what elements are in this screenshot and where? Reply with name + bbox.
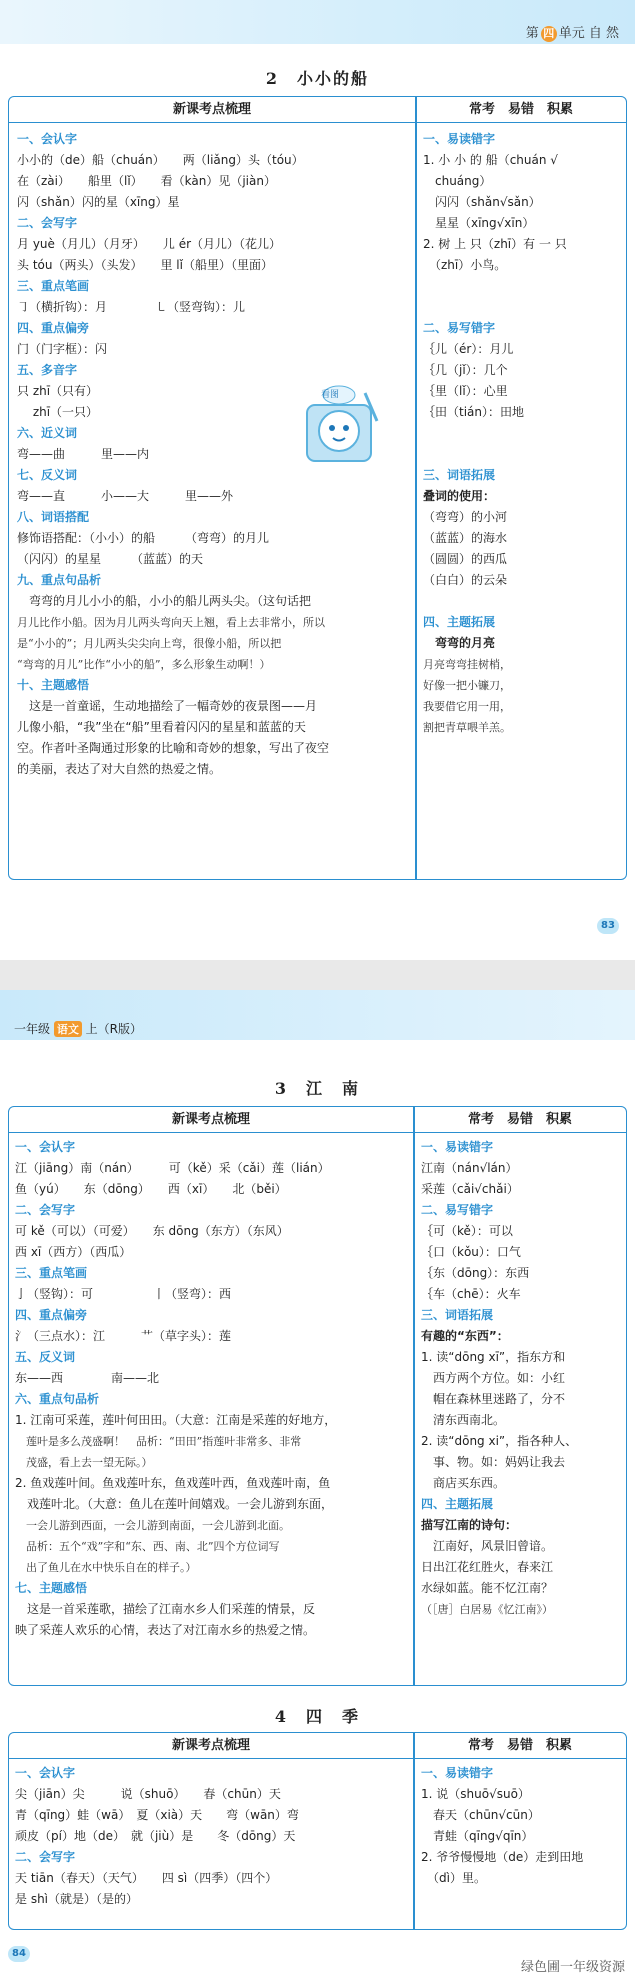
text-line: 氵（三点水）：江 艹（草字头）：莲	[15, 1329, 232, 1343]
section-heading: 三、重点笔画	[17, 279, 90, 293]
lesson-box	[8, 96, 627, 880]
text-line: （［唐］白居易《忆江南》）	[421, 1603, 553, 1616]
text-line: 江南（nán√lán）	[421, 1161, 518, 1175]
text-line: 的美丽，表达了对大自然的热爱之情。	[17, 762, 222, 776]
text-line: 描写江南的诗句：	[421, 1518, 518, 1532]
page-header-band	[0, 0, 635, 44]
text-line	[423, 297, 623, 318]
text-line: 可 kě（可以）（可爱） 东 dōng（东方）（东风）	[15, 1224, 289, 1238]
left-header: 新课考点梳理	[171, 1738, 250, 1753]
text-line: 好像一把小镰刀，	[423, 679, 511, 692]
box-header	[9, 1107, 626, 1133]
text-line: 亅（竖钩）：可 丨（竖弯）：西	[15, 1287, 232, 1301]
text-line	[423, 591, 623, 612]
section-heading: 四、主题拓展	[423, 615, 496, 629]
text-line: 采莲（cǎi√chǎi）	[421, 1182, 519, 1196]
text-line: 叠词的使用：	[423, 489, 496, 503]
right-column	[421, 1137, 625, 1620]
text-line: 江南好，风景旧曾谙。	[421, 1539, 554, 1553]
text-line: 弯弯的月亮	[423, 636, 496, 650]
text-line: ｛车（chē）：火车	[421, 1287, 521, 1301]
section-heading: 四、重点偏旁	[17, 321, 90, 335]
box-header	[9, 1733, 626, 1759]
text-line: ｛几（jǐ）：几个	[423, 363, 508, 377]
text-line: 1. 读“dōng xī”，指东方和	[421, 1350, 566, 1364]
text-line: 水绿如蓝。能不忆江南？	[421, 1581, 554, 1595]
section-heading: 一、易读错字	[421, 1140, 494, 1154]
text-line: 顽皮（pí）地（de） 就（jiù）是 冬（dōng）天	[15, 1829, 296, 1843]
section-heading: 五、多音字	[17, 363, 78, 377]
unit-number-badge: 四	[541, 26, 557, 42]
text-line: 月亮弯弯挂树梢，	[423, 658, 511, 671]
section-heading: 一、易读错字	[421, 1766, 494, 1780]
text-line: 茂盛，看上去一望无际。）	[15, 1456, 153, 1469]
text-line: 闪闪（shǎn√sǎn）	[423, 195, 541, 209]
text-line: ｛儿（ér）：月儿	[423, 342, 514, 356]
text-line: ｛口（kǒu）：口气	[421, 1245, 521, 1259]
left-header: 新课考点梳理	[171, 1112, 250, 1127]
right-header: 常考 易错 积累	[467, 1738, 572, 1753]
text-line	[423, 423, 623, 444]
text-line: 一会儿游到西面，一会儿游到南面，一会儿游到北面。	[15, 1519, 290, 1532]
section-heading: 七、反义词	[17, 468, 78, 482]
page-header-band	[0, 990, 635, 1040]
text-line: 出了鱼儿在水中快乐自在的样子。）	[15, 1561, 197, 1574]
section-heading: 一、易读错字	[423, 132, 496, 146]
right-header: 常考 易错 积累	[468, 102, 573, 117]
page-84	[0, 990, 635, 1983]
text-line: 门（门字框）：闪	[17, 342, 108, 356]
right-column	[421, 1763, 625, 1889]
text-line: 弯弯的月儿小小的船，小小的船儿两头尖。（这句话把	[17, 594, 312, 608]
text-line: 星星（xīng√xīn）	[423, 216, 535, 230]
section-heading: 七、主题感悟	[15, 1581, 88, 1595]
text-line: 戏莲叶北。（大意：鱼儿在莲叶间嬉戏。一会儿游到东面，	[15, 1497, 334, 1511]
left-column	[15, 1137, 411, 1641]
text-line: 天 tiān（春天）（天气） 四 sì（四季）（四个）	[15, 1871, 278, 1885]
text-line: 有趣的“东西”：	[421, 1329, 509, 1343]
text-line: 空。作者叶圣陶通过形象的比喻和奇妙的想象，写出了夜空	[17, 741, 330, 755]
text-line: 修饰语搭配：（小小）的船 （弯弯）的月儿	[17, 531, 270, 545]
left-header: 新课考点梳理	[172, 102, 251, 117]
text-line: 清东西南北。	[421, 1413, 506, 1427]
text-line: （圆圆）的西瓜	[423, 552, 508, 566]
page-gap	[0, 960, 635, 990]
text-line: 1. 江南可采莲，莲叶何田田。（大意：江南是采莲的好地方，	[15, 1413, 337, 1427]
section-heading: 二、会写字	[15, 1850, 76, 1864]
text-line: 2. 读“dōng xi”，指各种人、	[421, 1434, 578, 1448]
text-line: （zhī）小鸟。	[423, 258, 507, 272]
section-heading: 一、会认字	[15, 1766, 76, 1780]
text-line: 弯——直 小——大 里——外	[17, 489, 234, 503]
text-line: 商店买东西。	[421, 1476, 506, 1490]
section-heading: 四、重点偏旁	[15, 1308, 88, 1322]
text-line: 西方两个方位。如：小红	[421, 1371, 566, 1385]
text-line: 只 zhī（只有）	[17, 384, 99, 398]
column-divider	[413, 1107, 415, 1685]
text-line: 这是一首童谣，生动地描绘了一幅奇妙的夜景图——月	[17, 699, 318, 713]
page-number: 83	[597, 918, 619, 934]
page-83	[0, 0, 635, 960]
text-line: 在（zài） 船里（lǐ） 看（kàn）见（jiàn）	[17, 174, 276, 188]
section-heading: 二、易写错字	[423, 321, 496, 335]
section-heading: 十、主题感悟	[17, 678, 90, 692]
lesson-title: 2 小小的船	[265, 69, 370, 88]
text-line: 2. 爷爷慢慢地（de）走到田地	[421, 1850, 584, 1864]
lesson3-box	[8, 1106, 627, 1686]
text-line: 东——西 南——北	[15, 1371, 160, 1385]
section-heading: 四、主题拓展	[421, 1497, 494, 1511]
text-line: 闪（shǎn）闪的星（xīng）星	[17, 195, 180, 209]
text-line: 我要借它用一用，	[423, 700, 511, 713]
text-line: 2. 树 上 只（zhī）有 一 只	[423, 237, 567, 251]
text-line: 西 xī（西方）（西瓜）	[15, 1245, 132, 1259]
text-line: 头 tóu（两头）（头发） 里 lǐ（船里）（里面）	[17, 258, 273, 272]
book-label: 一年级 语文 上（R版）	[14, 1022, 143, 1036]
text-line	[423, 444, 623, 465]
text-line: 这是一首采莲歌，描绘了江南水乡人们采莲的情景，反	[15, 1602, 316, 1616]
left-column	[15, 1763, 411, 1910]
text-line: 1. 小 小 的 船（chuán √	[423, 153, 558, 167]
text-line: chuáng）	[423, 174, 492, 188]
text-line: 莲叶是多么茂盛啊！ 品析：“田田”指莲叶非常多、非常	[15, 1435, 302, 1448]
text-line: ｛可（kě）：可以	[421, 1224, 513, 1238]
right-column	[423, 129, 623, 738]
section-heading: 八、词语搭配	[17, 510, 90, 524]
text-line: 月儿比作小船。因为月儿两头弯向天上翘，看上去非常小，所以	[17, 616, 325, 629]
text-line: 青（qīng）蛙（wā） 夏（xià）天 弯（wān）弯	[15, 1808, 299, 1822]
text-line: 是“小小的”；月儿两头尖尖向上弯，很像小船，所以把	[17, 637, 282, 650]
section-heading: 一、会认字	[15, 1140, 76, 1154]
text-line: 是 shì（就是）（是的）	[15, 1892, 139, 1906]
text-line: ｛田（tián）：田地	[423, 405, 524, 419]
box-header	[9, 97, 626, 123]
text-line: 春天（chūn√cūn）	[421, 1808, 540, 1822]
text-line: （弯弯）的小河	[423, 510, 508, 524]
text-line: 2. 鱼戏莲叶间。鱼戏莲叶东，鱼戏莲叶西，鱼戏莲叶南，鱼	[15, 1476, 331, 1490]
lesson4-box	[8, 1732, 627, 1930]
text-line: 1. 说（shuō√suō）	[421, 1787, 530, 1801]
page-number: 84	[8, 1946, 30, 1962]
section-heading: 六、重点句品析	[15, 1392, 100, 1406]
text-line: “弯弯的月儿”比作“小小的船”，多么形象生动啊！）	[17, 658, 271, 671]
text-line: （蓝蓝）的海水	[423, 531, 508, 545]
watermark: 绿色圃一年级资源	[520, 1960, 625, 1975]
section-heading: 二、会写字	[15, 1203, 76, 1217]
section-heading: 三、词语拓展	[421, 1308, 494, 1322]
lesson4-title: 4 四 季	[274, 1707, 361, 1726]
text-line: 月 yuè（月儿）（月牙） 儿 ér（月儿）（花儿）	[17, 237, 282, 251]
text-line: 事、物。如：妈妈让我去	[421, 1455, 566, 1469]
text-line: ㇆（横折钩）：月 ㇄（竖弯钩）：儿	[17, 300, 246, 314]
column-divider	[415, 97, 417, 879]
illustration-label: 看图	[321, 390, 340, 400]
text-line: 江（jiāng）南（nán） 可（kě）采（cǎi）莲（lián）	[15, 1161, 330, 1175]
text-line: ｛里（lǐ）：心里	[423, 384, 508, 398]
text-line: 割把青草喂羊羔。	[423, 721, 511, 734]
text-line: （白白）的云朵	[423, 573, 508, 587]
section-heading: 三、词语拓展	[423, 468, 496, 482]
text-line: 日出江花红胜火，春来江	[421, 1560, 554, 1574]
text-line: 尖（jiān）尖 说（shuō） 春（chūn）天	[15, 1787, 281, 1801]
text-line: ｛东（dōng）：东西	[421, 1266, 530, 1280]
section-heading: 三、重点笔画	[15, 1266, 88, 1280]
column-divider	[413, 1733, 415, 1929]
text-line: zhī（一只）	[17, 405, 99, 419]
text-line: 鱼（yú） 东（dōng） 西（xī） 北（běi）	[15, 1182, 287, 1196]
text-line: 映了采莲人欢乐的心情，表达了对江南水乡的热爱之情。	[15, 1623, 316, 1637]
text-line	[423, 276, 623, 297]
text-line: 小小的（de）船（chuán） 两（liǎng）头（tóu）	[17, 153, 304, 167]
text-line: 青蛙（qīng√qīn）	[421, 1829, 534, 1843]
text-line: 品析：五个“戏”字和“东、西、南、北”四个方位词写	[15, 1540, 280, 1553]
text-line: 儿像小船，“我”坐在“船”里看着闪闪的星星和蓝蓝的天	[17, 720, 306, 734]
section-heading: 二、易写错字	[421, 1203, 494, 1217]
text-line: （闪闪）的星星 （蓝蓝）的天	[17, 552, 204, 566]
section-heading: 一、会认字	[17, 132, 78, 146]
section-heading: 九、重点句品析	[17, 573, 102, 587]
unit-label: 第 四 单元 自 然	[525, 26, 619, 41]
cartoon-illustration	[293, 379, 389, 475]
right-header: 常考 易错 积累	[467, 1112, 572, 1127]
text-line: 帽在森林里迷路了，分不	[421, 1392, 566, 1406]
section-heading: 二、会写字	[17, 216, 78, 230]
lesson3-title: 3 江 南	[274, 1079, 361, 1098]
text-line: （dì）里。	[421, 1871, 486, 1885]
section-heading: 六、近义词	[17, 426, 78, 440]
subject-badge: 语文	[54, 1021, 82, 1037]
section-heading: 五、反义词	[15, 1350, 76, 1364]
text-line: 弯——曲 里——内	[17, 447, 150, 461]
